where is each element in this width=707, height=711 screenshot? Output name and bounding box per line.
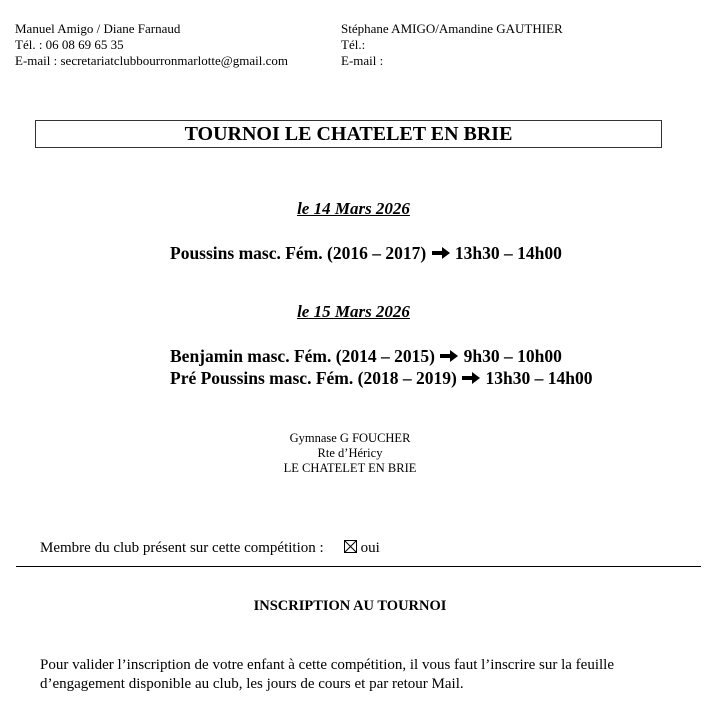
arrow-right-icon [431,246,451,260]
schedule-label: Pré Poussins masc. Fém. (2018 – 2019) [170,368,457,388]
schedule-label: Poussins masc. Fém. (2016 – 2017) [170,243,427,263]
venue-road: Rte d’Héricy [317,446,383,460]
contact-left-email: E-mail : secretariatclubbourronmarlotte@gmail.com [15,53,288,68]
date-day2: le 15 Mars 2026 [297,302,410,321]
schedule-label: Benjamin masc. Fém. (2014 – 2015) [170,346,435,366]
contact-right-email: E-mail : [341,53,384,68]
contact-right-phone: Tél.: [341,37,366,52]
inscription-heading: INSCRIPTION AU TOURNOI [253,598,447,614]
venue-address [0,431,700,476]
contact-right-names: Stéphane AMIGO/Amandine GAUTHIER [341,21,563,36]
contact-left-phone: Tél. : 06 08 69 65 35 [15,37,124,52]
arrow-right-icon [439,349,459,363]
schedule-line [170,243,562,264]
divider [16,566,701,567]
date-day1: le 14 Mars 2026 [297,199,410,218]
member-answer: oui [360,540,380,556]
schedule-line [170,368,593,389]
page-title: TOURNOI LE CHATELET EN BRIE [35,120,662,148]
contact-right [341,21,563,69]
schedule-time: 13h30 – 14h00 [454,243,562,263]
inscription-text: Pour valider l’inscription de votre enfant à cette compétition, il vous faut l’inscrire sur la feuille d’engagement disponible au club, les jours de cours et par retour Mail. [40,657,614,692]
venue-name: Gymnase G FOUCHER [289,431,411,445]
member-presence [40,540,380,557]
checkbox-crossed-icon [344,540,357,553]
contact-left-names: Manuel Amigo / Diane Farnaud [15,21,181,36]
schedule-time: 9h30 – 10h00 [463,346,562,366]
venue-city: LE CHATELET EN BRIE [283,461,417,475]
schedule-line [170,346,562,367]
member-question: Membre du club présent sur cette compétition : [40,540,324,556]
schedule-time: 13h30 – 14h00 [485,368,593,388]
arrow-right-icon [461,371,481,385]
contact-left [15,21,288,69]
